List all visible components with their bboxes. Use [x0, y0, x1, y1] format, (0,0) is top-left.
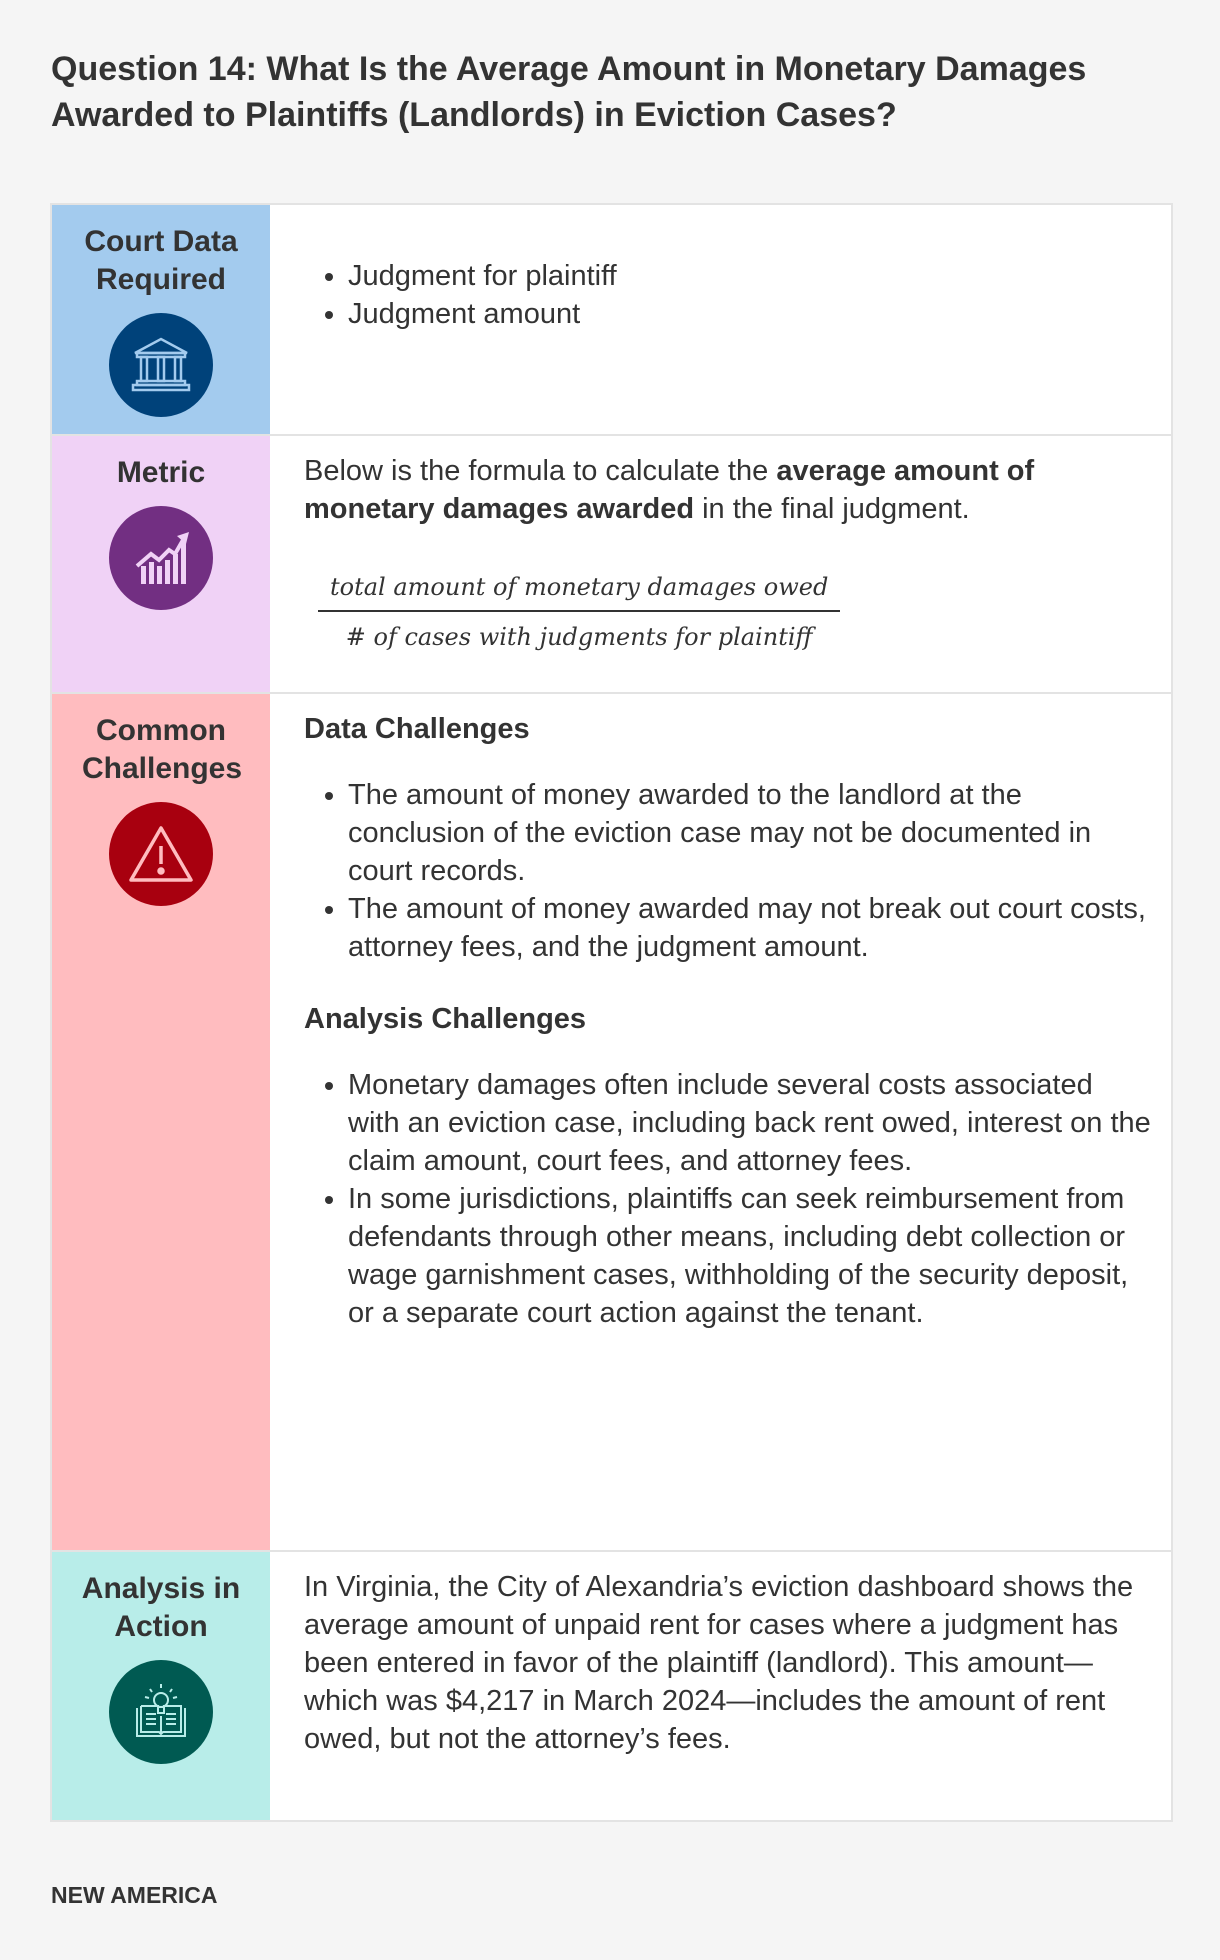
list-item: • Judgment amount: [348, 295, 1151, 333]
page-title: Question 14: What Is the Average Amount in Monetary Damages Awarded to Plaintiffs (Landlords) in Eviction Cases?: [51, 50, 1087, 134]
formula-numerator: total amount of monetary damages owed: [318, 568, 840, 612]
row-content: [270, 205, 1171, 434]
row-content: [270, 436, 1171, 692]
brand-logo: NEW AMERICA: [51, 1882, 218, 1908]
row-label: Common Challenges: [82, 714, 243, 785]
warning-icon: [109, 802, 213, 906]
formula-denominator: # of cases with judgments for plaintiff: [345, 623, 813, 651]
list-item: • The amount of money awarded may not break out court costs, attorney fees, and the judgment amount.: [348, 890, 1151, 966]
row-label: Court Data Required: [84, 225, 238, 296]
list-item: • Judgment for plaintiff: [348, 257, 1151, 295]
row-label-cell: [52, 436, 270, 692]
list-item: • In some jurisdictions, plaintiffs can seek reimbursement from defendants through other means, including debt collection or wage garnishment cases, withholding of the security deposit, or a separate court action against the tenant.: [348, 1180, 1151, 1332]
row-content: [270, 694, 1171, 1550]
chart-growth-icon: [109, 506, 213, 610]
row-label: Analysis in Action: [81, 1572, 241, 1643]
row-challenges: [52, 692, 1171, 1550]
row-label-cell: [52, 1552, 270, 1820]
section-heading: Analysis Challenges: [304, 1003, 587, 1035]
list-item: • Monetary damages often include several costs associated with an eviction case, including back rent owed, interest on the claim amount, court fees, and attorney fees.: [348, 1066, 1151, 1180]
analysis-text: In Virginia, the City of Alexandria’s eviction dashboard shows the average amount of unpaid rent for cases where a judgment has been entered in favor of the plaintiff (landlord). This amount—which was $4,217 in March 2024—includes the amount of rent owed, but not the attorney’s fees.: [304, 1571, 1134, 1755]
row-content: [270, 1552, 1171, 1820]
row-label-cell: [52, 694, 270, 1550]
courthouse-icon: [109, 313, 213, 417]
book-lightbulb-icon: [109, 1660, 213, 1764]
row-analysis-in-action: [52, 1550, 1171, 1820]
formula: [318, 568, 840, 656]
list-item: • The amount of money awarded to the landlord at the conclusion of the eviction case may not be documented in court records.: [348, 776, 1151, 890]
info-table: [50, 203, 1173, 1822]
row-label-cell: [52, 205, 270, 434]
row-metric: [52, 434, 1171, 692]
section-heading: Data Challenges: [304, 713, 530, 745]
row-court-data: [52, 205, 1171, 434]
row-label: Metric: [116, 456, 206, 489]
metric-description: Below is the formula to calculate the average amount of monetary damages awarded in the final judgment.: [304, 455, 1035, 525]
